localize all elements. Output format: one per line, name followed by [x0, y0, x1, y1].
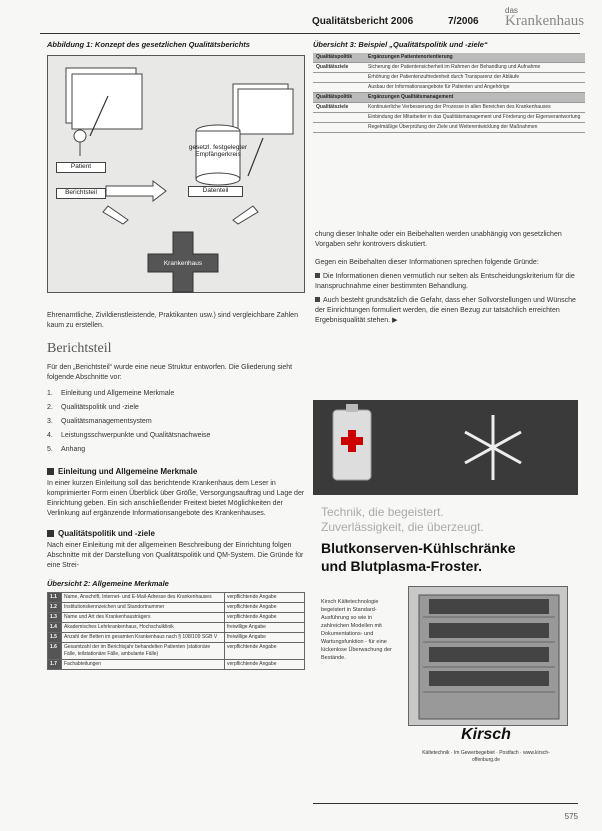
list-item: 5. Anhang [47, 446, 86, 453]
table-row [313, 83, 585, 93]
continue-arrow-icon: ▶ [392, 317, 398, 324]
ad-address: Kältetechnik · Im Gewerbegebiet · Postfach · www.kirsch-offenburg.de [422, 750, 550, 763]
basic-part-label: Berichtsteil [56, 188, 106, 199]
row-status: freiwillige Angabe [225, 633, 305, 643]
diagram-shapes [48, 56, 306, 294]
square-bullet-icon [47, 468, 54, 475]
row-key [313, 123, 365, 133]
intro-section-paragraph: In einer kurzen Einleitung soll das berichtende Krankenhaus dem Leser in komprimierter Form einen Überblick über Größe, Versorgungsauftrag und Lage der Einrichtung geben. Ein sich anschließender Freitext bietet Möglichkeiten der Verlinkung auf ergänzende Informationsangebote des Krankenhauses. [47, 480, 305, 517]
row-status: freiwillige Angabe [225, 623, 305, 633]
list-item: 4. Leistungsschwerpunkte und Qualitätsnachweise [47, 432, 211, 439]
ad-slogan-2: Zuverlässigkeit, die überzeugt. [321, 520, 484, 534]
row-text: Anzahl der Betten im gesamten Krankenhaus nach § 108/109 SGB V [62, 633, 225, 643]
list-item: 1. Einleitung und Allgemeine Merkmale [47, 390, 175, 397]
row-status: verpflichtende Angabe [225, 603, 305, 613]
row-key [313, 113, 365, 123]
table-section-header [313, 93, 585, 103]
row-text: Name und Art des Krankenhausträgers [62, 613, 225, 623]
advertisement [313, 400, 578, 800]
row-status: verpflichtende Angabe [225, 660, 305, 670]
right-column [313, 40, 585, 133]
policy-paragraph: Nach einer Einleitung mit der allgemeinen Beschreibung der Einrichtung folgen Abschnitte mit der Darstellung von Qualitätspolitik und QM-System. Die Gründe für eine Strei- [47, 542, 304, 569]
subheading-intro: Einleitung und Allgemeine Merkmale [47, 467, 305, 476]
figure-caption: Abbildung 1: Konzept des gesetzlichen Qualitätsberichts [47, 40, 250, 49]
row-status: verpflichtende Angabe [225, 593, 305, 603]
square-bullet-icon [315, 297, 320, 302]
section-title: Ergänzungen Qualitätsmanagement [365, 93, 585, 103]
table-row [313, 123, 585, 133]
reason-item: Auch besteht grundsätzlich die Gefahr, dass eher Sollvorstellungen und Wünsche der Einrichtungen formuliert werden, die einen Bezug zur tatsächlich erreichten Ergebnisqualität stehen. ▶ [315, 297, 576, 324]
left-column [47, 40, 305, 670]
row-text: Ausbau der Informationsangebote für Patienten und Angehörige [365, 83, 585, 93]
issue-number: 7/2006 [448, 16, 479, 27]
recipient-circle-label: gesetzl. festgelegter Empfängerkreis [188, 144, 248, 158]
square-bullet-icon [47, 530, 54, 537]
row-number: 1.3 [48, 613, 62, 623]
intro-paragraph: Ehrenamtliche, Zivildienstleistende, Praktikanten usw.) sind vergleichbare Zahlen kaum zu erstellen. [47, 312, 298, 329]
ad-banner-image [313, 400, 578, 495]
subheading-policy: Qualitätspolitik und -ziele [47, 529, 305, 538]
row-number: 1.7 [48, 660, 62, 670]
row-key [313, 73, 365, 83]
page-header [300, 6, 590, 34]
row-key [313, 83, 365, 93]
general-features-table [47, 592, 305, 670]
magazine-prefix: das [505, 6, 518, 15]
fridge-graphic [409, 587, 569, 727]
patient-label: Patient [56, 162, 106, 173]
row-number: 1.1 [48, 593, 62, 603]
row-text: Kontinuierliche Verbesserung der Prozesse in allen Bereichen des Krankenhauses [365, 103, 585, 113]
table-row [313, 103, 585, 113]
row-text: Gesamtzahl der im Berichtsjahr behandelten Patienten (stationäre Fälle, teilstationäre Fälle, ambulante Fälle) [62, 643, 225, 660]
row-text: Name, Anschrift, Internet- und E-Mail-Adresse des Krankenhauses [62, 593, 225, 603]
reasons-paragraph: Gegen ein Beibehalten dieser Informationen sprechen folgende Gründe: [315, 259, 539, 266]
ad-headline-1: Blutkonserven-Kühlschränke [321, 540, 516, 556]
table-row [313, 113, 585, 123]
fridge-product-image [408, 586, 568, 726]
section-heading: Berichtsteil [47, 341, 112, 356]
reason-item: Die Informationen dienen vermutlich nur selten als Entscheidungskriterium für die Inanspruchnahme einer bestimmten Behandlung. [315, 273, 575, 290]
table-row [313, 63, 585, 73]
table-row [48, 593, 305, 603]
table-row [48, 603, 305, 613]
section-key: Qualitätspolitik [313, 93, 365, 103]
quality-policy-table [313, 53, 585, 133]
row-key: Qualitätsziele [313, 103, 365, 113]
concept-diagram [47, 55, 305, 293]
ad-body-text: Kirsch Kältetechnologie begeistert in Standard-Ausführung so wie in zahlreichen Modellen mit Dokumentations- und Wartungsfunktion - für eine lückenlose Überwachung der Bestände. [321, 599, 392, 661]
row-status: verpflichtende Angabe [225, 613, 305, 623]
table-row [48, 643, 305, 660]
list-item: 3. Qualitätsmanagementsystem [47, 418, 152, 425]
row-number: 1.5 [48, 633, 62, 643]
header-rule [40, 33, 580, 34]
footer-rule [313, 803, 578, 804]
ad-banner-graphic [313, 400, 578, 495]
ad-slogan-1: Technik, die begeistert. [321, 505, 444, 519]
ad-headline-2: und Blutplasma-Froster. [321, 558, 483, 574]
row-text: Erhöhung der Patientenzufriedenheit durch Transparenz der Abläufe [365, 73, 585, 83]
kirsch-logo: Kirsch [461, 726, 511, 743]
data-part-label: Datenteil [188, 186, 243, 197]
table-row [313, 73, 585, 83]
table-section-header [313, 53, 585, 63]
magazine-logo: Krankenhaus [505, 13, 585, 29]
row-text: Sicherung der Patientensicherheit im Rahmen der Behandlung und Aufnahme [365, 63, 585, 73]
table3-caption: Übersicht 3: Beispiel „Qualitätspolitik und -ziele“ [313, 40, 488, 49]
right-text-block [315, 230, 580, 326]
table-row [48, 623, 305, 633]
row-text: Institutionskennzeichen und Standortnummer [62, 603, 225, 613]
structure-paragraph: Für den „Berichtsteil“ wurde eine neue Struktur entworfen. Die Gliederung sieht folgende Abschnitte vor: [47, 364, 293, 381]
row-status: verpflichtende Angabe [225, 643, 305, 660]
table-row [48, 613, 305, 623]
row-number: 1.4 [48, 623, 62, 633]
list-item: 2. Qualitätspolitik und -ziele [47, 404, 139, 411]
table-row [48, 660, 305, 670]
row-text: Regelmäßige Überprüfung der Ziele und Weiterentwicklung der Maßnahmen [365, 123, 585, 133]
row-key: Qualitätsziele [313, 63, 365, 73]
row-text: Akademisches Lehrkrankenhaus, Hochschulklinik [62, 623, 225, 633]
row-number: 1.2 [48, 603, 62, 613]
report-title: Qualitätsbericht 2006 [312, 16, 414, 27]
discussion-paragraph: chung dieser Inhalte oder ein Beibehalten werden unabhängig von gesetzlichen Vorgaben sehr kontrovers diskutiert. [315, 231, 562, 248]
row-number: 1.6 [48, 643, 62, 660]
section-title: Ergänzungen Patientenorientierung [365, 53, 585, 63]
row-text: Fachabteilungen [62, 660, 225, 670]
section-key: Qualitätspolitik [313, 53, 365, 63]
row-text: Einbindung der Mitarbeiter in das Qualitätsmanagement und Förderung der Eigenverantwortung [365, 113, 585, 123]
table-row [48, 633, 305, 643]
page-number: 575 [564, 812, 578, 821]
square-bullet-icon [315, 273, 320, 278]
hospital-label: Krankenhaus [163, 260, 203, 267]
table2-caption: Übersicht 2: Allgemeine Merkmale [47, 579, 169, 588]
outline-list [47, 387, 305, 457]
